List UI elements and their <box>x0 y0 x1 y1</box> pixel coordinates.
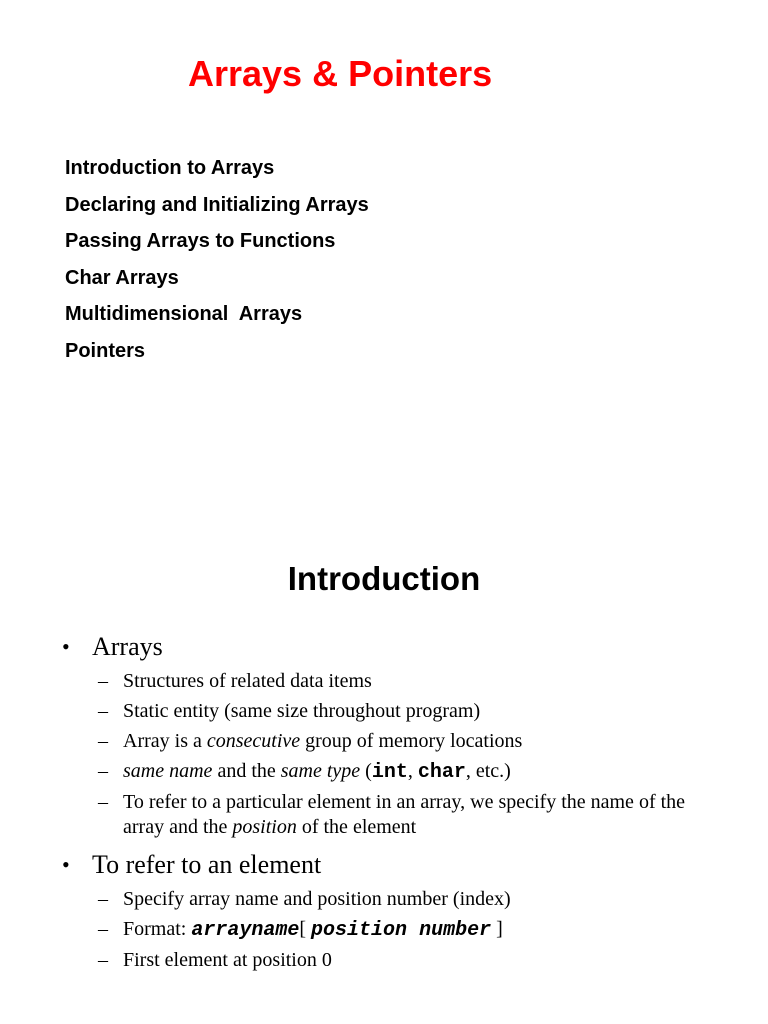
slide-title: Introduction <box>287 560 481 597</box>
sub-item <box>0 669 768 694</box>
sub-item <box>0 759 768 785</box>
emphasis-text: same name <box>123 760 213 782</box>
slide-introduction <box>0 512 768 1024</box>
topic-item: Char Arrays <box>65 266 179 289</box>
emphasis-text: consecutive <box>206 730 301 752</box>
sub-item <box>0 699 768 724</box>
sub-item-text: First element at position 0 <box>123 949 332 971</box>
dash-icon: – <box>98 791 108 813</box>
sub-item-text: of the element <box>296 816 417 838</box>
sub-item <box>0 790 768 840</box>
sub-item-text: Array is a <box>123 730 207 752</box>
bullet-text: Arrays <box>92 632 163 661</box>
dash-icon: – <box>98 949 108 971</box>
bullet-icon: • <box>62 852 70 877</box>
bullet-text: To refer to an element <box>92 850 322 879</box>
dash-icon: – <box>98 918 108 940</box>
code-identifier: arrayname <box>191 919 300 942</box>
dash-icon: – <box>98 760 108 782</box>
sub-item-text: Static entity (same size throughout program) <box>123 700 481 722</box>
topic-item: Introduction to Arrays <box>65 157 275 179</box>
bullet-arrays <box>0 630 768 664</box>
dash-icon: – <box>98 888 108 910</box>
sub-item <box>0 917 768 943</box>
sub-item-text: group of memory locations <box>300 730 523 752</box>
dash-icon: – <box>98 700 108 722</box>
sub-item-text: , <box>407 760 418 782</box>
sub-item-text: Format: <box>123 918 192 940</box>
sub-item-text: Structures of related data items <box>123 670 372 692</box>
dash-icon: – <box>98 730 108 752</box>
bullet-refer-element <box>0 848 768 882</box>
sub-item-text: ( <box>360 760 372 782</box>
bullet-icon: • <box>62 634 70 659</box>
emphasis-text: same type <box>280 760 361 782</box>
slide-title: Arrays & Pointers <box>188 53 493 94</box>
sub-list <box>0 887 768 973</box>
sub-item <box>0 887 768 912</box>
topic-item: Passing Arrays to Functions <box>65 230 336 253</box>
code-keyword: char <box>417 761 466 784</box>
slide-content <box>0 630 768 973</box>
code-identifier: position number <box>311 919 492 942</box>
sub-item-text: Specify array name and position number (index) <box>123 888 511 910</box>
sub-item <box>0 948 768 973</box>
sub-item-text: , etc.) <box>465 760 511 782</box>
code-keyword: int <box>371 761 408 784</box>
sub-item-text: ] <box>491 918 503 940</box>
topic-list <box>65 150 369 370</box>
emphasis-text: position <box>232 816 297 838</box>
sub-item-text: and the <box>212 760 281 782</box>
sub-item-text: [ <box>299 918 312 940</box>
sub-item-text: To refer to a particular element in an array, we specify the name of the array and the <box>123 791 686 838</box>
topic-item: Pointers <box>65 339 146 362</box>
sub-list <box>0 669 768 840</box>
sub-item <box>0 729 768 754</box>
topic-item: Declaring and Initializing Arrays <box>65 193 369 216</box>
dash-icon: – <box>98 670 108 692</box>
topic-item: Multidimensional Arrays <box>65 303 303 326</box>
